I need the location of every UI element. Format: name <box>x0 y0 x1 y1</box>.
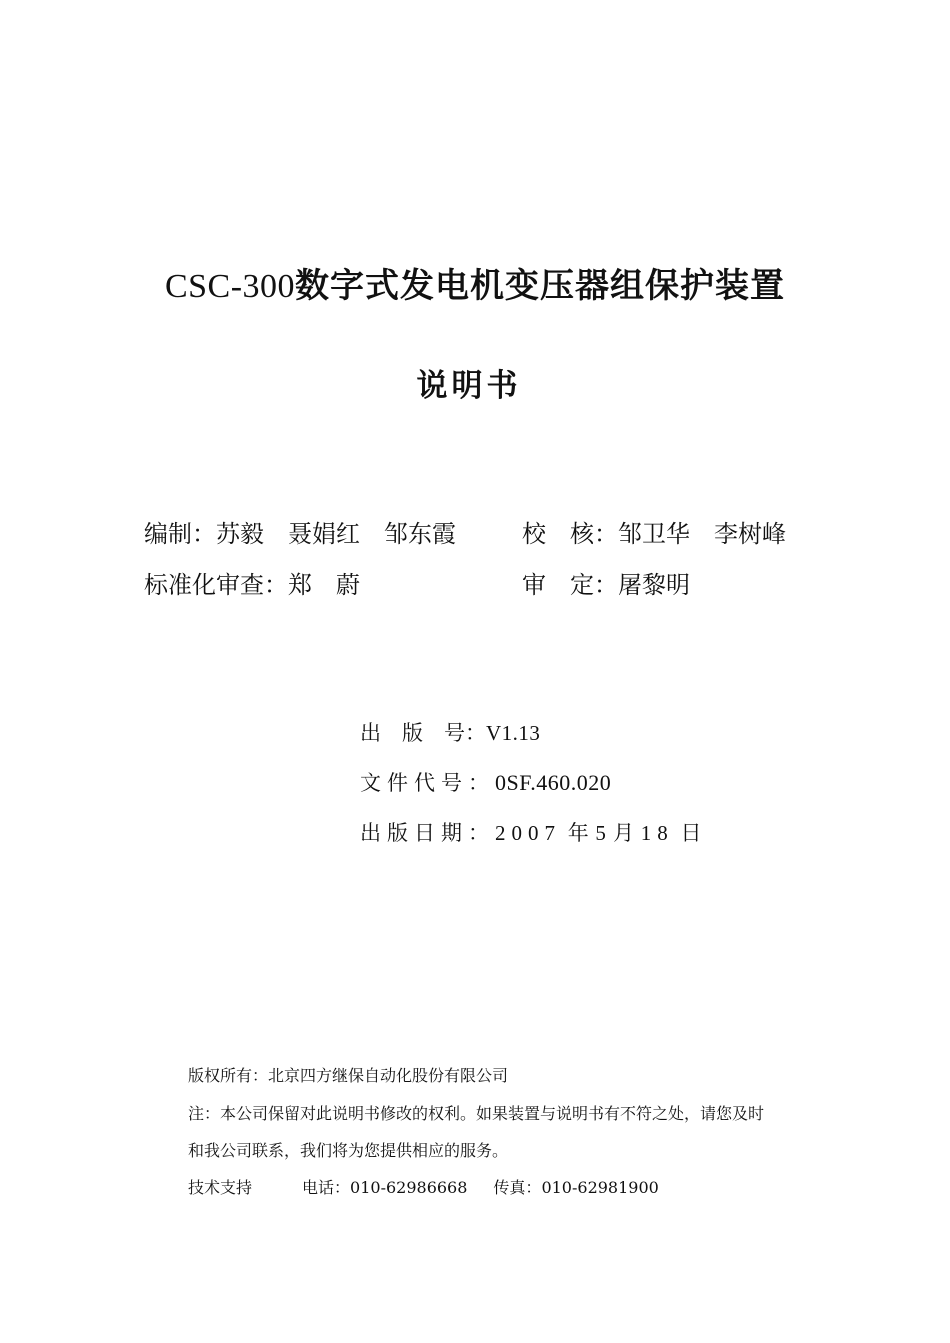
doc-code-line <box>360 767 611 797</box>
credit-compiled <box>144 514 456 549</box>
standard-review-label: 标准化审查 <box>144 571 264 599</box>
date-day: 18 <box>640 821 674 845</box>
checked-by: 邹卫华 李树峰 <box>618 520 786 548</box>
title-model: CSC-300 <box>164 268 296 305</box>
colon: ： <box>594 520 618 548</box>
date-month: 5 <box>595 821 607 845</box>
note-line-2: 和我公司联系，我们将为您提供相应的服务。 <box>188 1141 509 1160</box>
date-year-unit: 年 <box>567 821 589 845</box>
date-day-unit: 日 <box>680 821 702 845</box>
document-subtitle: 说明书 <box>416 368 522 404</box>
date-year: 2007 <box>495 821 561 845</box>
edition-label: 出 版 号： <box>360 721 486 745</box>
phone-label: 电话： <box>302 1178 351 1197</box>
colon: ： <box>192 520 216 548</box>
standard-review-by: 郑 蔚 <box>288 571 360 599</box>
support-line <box>188 1175 659 1198</box>
support-label: 技术支持 <box>188 1178 253 1197</box>
colon: ： <box>264 571 288 599</box>
colon: ： <box>594 571 618 599</box>
copyright-line: 版权所有：北京四方继保自动化股份有限公司 <box>188 1066 509 1085</box>
credit-standard-review <box>144 565 360 600</box>
approved-label: 审 定 <box>522 571 594 599</box>
document-title <box>0 258 950 307</box>
fax-label: 传真： <box>493 1178 542 1197</box>
credit-approved <box>522 565 690 600</box>
date-month-unit: 月 <box>613 821 635 845</box>
doc-code-value: 0SF.460.020 <box>495 770 612 795</box>
checked-label: 校 核 <box>522 520 594 548</box>
title-name: 数字式发电机变压器组保护装置 <box>295 266 786 306</box>
doc-code-label: 文件代号： <box>360 771 495 795</box>
fax-value: 010-62981900 <box>541 1178 659 1197</box>
note-line-1: 注：本公司保留对此说明书修改的权利。如果装置与说明书有不符之处，请您及时 <box>188 1104 765 1123</box>
compiled-by: 苏毅 聂娟红 邹东霞 <box>216 520 456 548</box>
edition-value: V1.13 <box>486 721 541 745</box>
date-label: 出版日期： <box>360 821 495 845</box>
edition-line <box>360 717 540 747</box>
approved-by: 屠黎明 <box>618 571 690 599</box>
phone-value: 010-62986668 <box>350 1178 468 1197</box>
compiled-label: 编制 <box>144 520 192 548</box>
credit-checked <box>522 514 786 549</box>
date-line <box>360 817 701 847</box>
